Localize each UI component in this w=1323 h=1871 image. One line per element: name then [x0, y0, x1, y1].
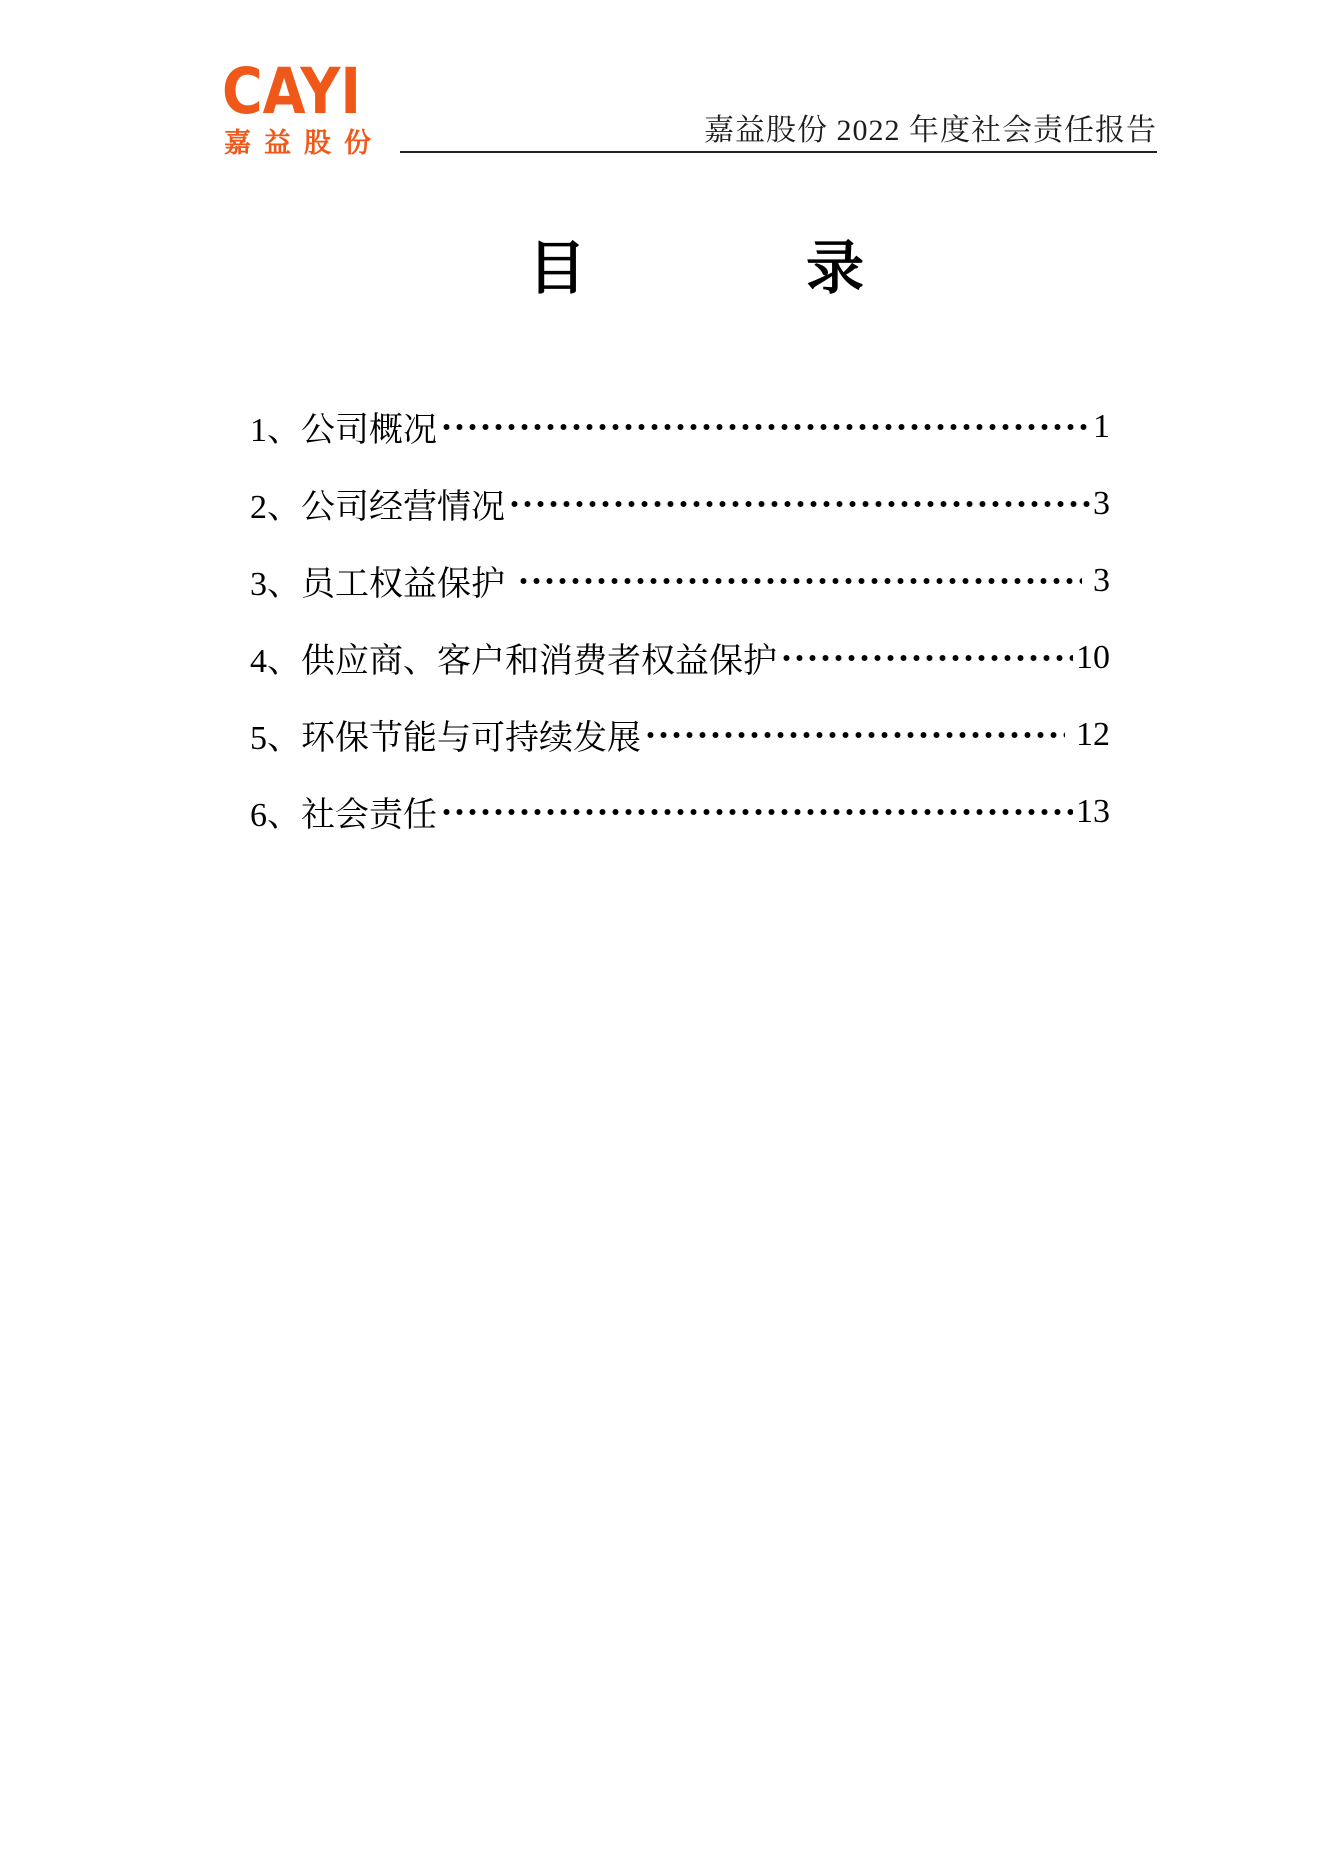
toc-entry-label: 2、公司经营情况: [250, 489, 505, 526]
dot-leader: [517, 563, 1082, 599]
dot-leader: [508, 486, 1090, 522]
toc-entry-label: 1、公司概况: [250, 412, 437, 449]
toc-page-number: 13: [1076, 792, 1110, 830]
page-title: [528, 238, 864, 300]
toc-entry-label: 5、环保节能与可持续发展: [250, 720, 641, 757]
dot-leader: [780, 640, 1073, 676]
report-title-text: 嘉益股份 2022 年度社会责任报告: [704, 114, 1157, 147]
company-logo: [222, 55, 422, 170]
page-title-char-right: 录: [805, 236, 864, 301]
toc-page-number: 12: [1067, 715, 1110, 753]
toc-entry-label: 3、员工权益保护: [250, 566, 514, 603]
toc-page-number: 1: [1093, 407, 1110, 445]
toc-page-number: 3: [1093, 484, 1110, 522]
logo-brand-text: CAYI: [222, 55, 362, 128]
toc-page-number: 3: [1084, 561, 1110, 599]
logo-subtitle-text: 嘉益股份: [224, 128, 384, 159]
toc-entry-supplier-customer-rights: [250, 619, 1110, 696]
table-of-contents: [250, 388, 1110, 850]
page-header: [400, 104, 1157, 153]
toc-entry-business-operations: [250, 465, 1110, 542]
dot-leader: [440, 794, 1073, 830]
toc-entry-label: 4、供应商、客户和消费者权益保护: [250, 643, 777, 680]
page-title-char-left: 目: [528, 236, 587, 301]
toc-entry-employee-rights: [250, 542, 1110, 619]
dot-leader: [440, 409, 1090, 445]
dot-leader: [644, 717, 1065, 753]
toc-entry-label: 6、社会责任: [250, 797, 437, 834]
toc-page-number: 10: [1076, 638, 1110, 676]
toc-entry-social-responsibility: [250, 773, 1110, 850]
toc-entry-environment-sustainability: [250, 696, 1110, 773]
toc-entry-company-overview: [250, 388, 1110, 465]
